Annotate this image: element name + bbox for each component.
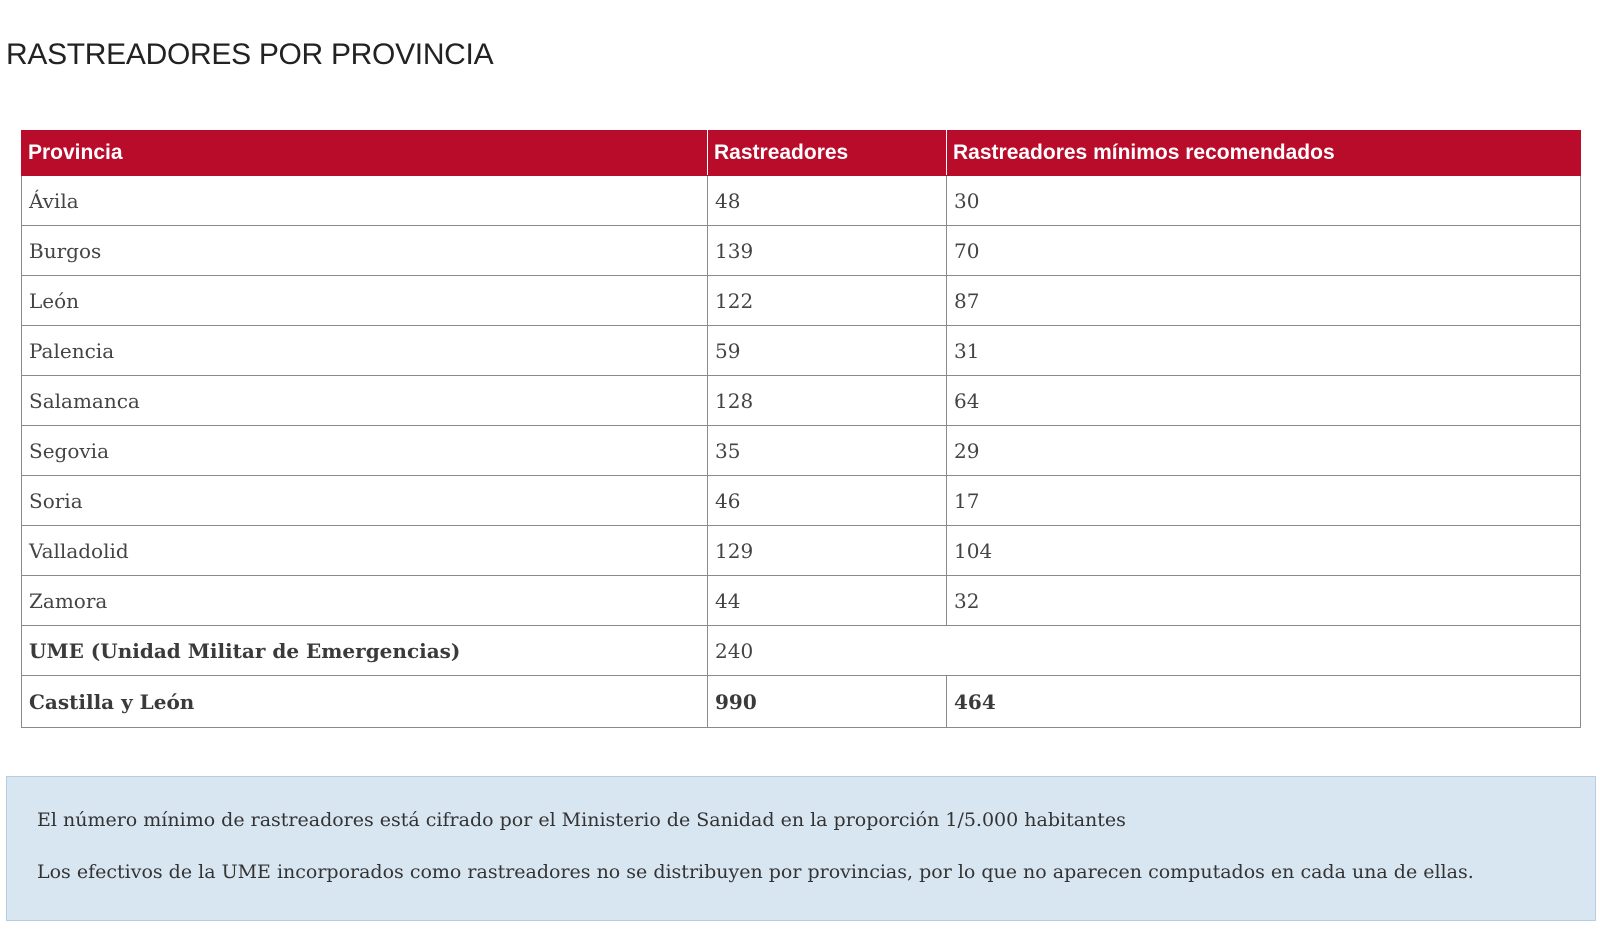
cell-minimos: 31 [947,326,1581,376]
cell-rastreadores: 44 [708,576,947,626]
table-row [22,276,1581,326]
page-title: RASTREADORES POR PROVINCIA [6,38,494,71]
cell-provincia: León [22,276,708,326]
table-row [22,326,1581,376]
table-row [22,476,1581,526]
cell-rastreadores: 990 [708,676,947,728]
cell-provincia: Soria [22,476,708,526]
header-minimos: Rastreadores mínimos recomendados [947,131,1581,176]
cell-minimos: 17 [947,476,1581,526]
table-row [22,576,1581,626]
table-row [22,176,1581,226]
cell-rastreadores: 48 [708,176,947,226]
cell-minimos: 104 [947,526,1581,576]
info-note-box [6,776,1596,921]
cell-rastreadores: 35 [708,426,947,476]
cell-minimos: 29 [947,426,1581,476]
note-paragraph: El número mínimo de rastreadores está cifrado por el Ministerio de Sanidad en la proporción 1/5.000 habitantes [37,809,1126,831]
note-paragraph: Los efectivos de la UME incorporados como rastreadores no se distribuyen por provincias, por lo que no aparecen computados en cada una de ellas. [37,861,1474,883]
cell-provincia: Salamanca [22,376,708,426]
cell-minimos: 30 [947,176,1581,226]
header-provincia: Provincia [22,131,708,176]
cell-rastreadores: 129 [708,526,947,576]
table-row [22,226,1581,276]
header-rastreadores: Rastreadores [708,131,947,176]
cell-minimos: 87 [947,276,1581,326]
table-row-ume [22,626,1581,676]
cell-minimos: 464 [947,676,1581,728]
cell-provincia: UME (Unidad Militar de Emergencias) [22,626,708,676]
cell-rastreadores: 59 [708,326,947,376]
cell-minimos: 70 [947,226,1581,276]
cell-provincia: Ávila [22,176,708,226]
cell-provincia: Palencia [22,326,708,376]
cell-provincia: Burgos [22,226,708,276]
cell-provincia: Valladolid [22,526,708,576]
table-row [22,376,1581,426]
table-row-total [22,676,1581,728]
table-row [22,526,1581,576]
cell-rastreadores: 122 [708,276,947,326]
cell-rastreadores: 46 [708,476,947,526]
table-header-row [22,131,1581,176]
cell-provincia: Segovia [22,426,708,476]
cell-provincia: Zamora [22,576,708,626]
cell-minimos: 64 [947,376,1581,426]
cell-rastreadores: 139 [708,226,947,276]
trackers-table [21,130,1581,728]
table-row [22,426,1581,476]
cell-rastreadores: 240 [708,626,1581,676]
cell-minimos: 32 [947,576,1581,626]
cell-provincia: Castilla y León [22,676,708,728]
cell-rastreadores: 128 [708,376,947,426]
